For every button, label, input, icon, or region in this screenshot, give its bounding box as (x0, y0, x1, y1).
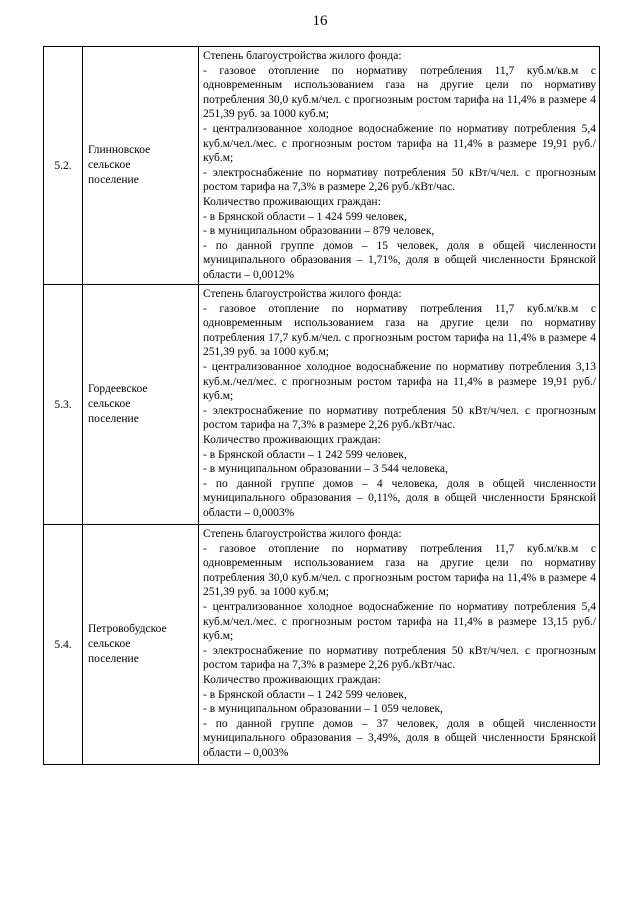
description-line: Степень благоустройства жилого фонда: (203, 288, 402, 300)
description-line: - электроснабжение по нормативу потребления 50 кВт/ч/чел. с прогнозным ростом тарифа на 7,3% в размере 2,26 руб./кВт/час. (203, 404, 596, 432)
settlement-description (199, 47, 600, 285)
table-row (44, 285, 600, 525)
settlement-name (83, 47, 199, 285)
description-line: - в муниципальном образовании – 879 человек, (203, 225, 435, 238)
page-number: 16 (312, 13, 328, 29)
description-line: - в муниципальном образовании – 1 059 человек, (203, 703, 443, 716)
description-line: - газовое отопление по нормативу потребления 11,7 куб.м/кв.м с одновременным использованием газа на другие цели по нормативу потребления 17,7 куб.м/чел. с прогнозным ростом тарифа на 11,4% в размере 4 251,39 руб. за 1000 куб.м; (203, 302, 596, 359)
settlement-name-line: Глинновское (88, 144, 151, 156)
row-number: 5.3. (44, 285, 83, 525)
description-line: Степень благоустройства жилого фонда: (203, 528, 402, 540)
description-line: - в Брянской области – 1 424 599 человек, (203, 210, 407, 223)
table-row (44, 47, 600, 285)
settlement-name-line: Петровобудское (88, 623, 167, 635)
settlement-name-line: поселение (88, 174, 139, 186)
description-line: - электроснабжение по нормативу потребления 50 кВт/ч/чел. с прогнозным ростом тарифа на 7,3% в размере 2,26 руб./кВт/час. (203, 166, 596, 194)
settlement-name-line: поселение (88, 413, 139, 425)
settlements-table (43, 46, 600, 765)
settlement-description (199, 525, 600, 765)
description-line: - централизованное холодное водоснабжение по нормативу потребления 5,4 куб.м/чел./мес. с прогнозным ростом тарифа на 11,4% в размере 13,15 руб./куб.м; (203, 600, 596, 643)
description-line: - по данной группе домов – 4 человека, доля в общей численности муниципального образования – 0,11%, доля в общей численности Брянской области – 0,0003% (203, 477, 596, 519)
description-line: - централизованное холодное водоснабжение по нормативу потребления 5,4 куб.м/чел./мес. с прогнозным ростом тарифа на 11,4% в размере 19,91 руб./куб.м; (203, 122, 596, 165)
description-line: - электроснабжение по нормативу потребления 50 кВт/ч/чел. с прогнозным ростом тарифа на 7,3% в размере 2,26 руб./кВт/час. (203, 644, 596, 672)
description-line: - по данной группе домов – 15 человек, доля в общей численности муниципального образования – 1,71%, доля в общей численности Брянской области – 0,0012% (203, 239, 596, 281)
row-number: 5.4. (44, 525, 83, 765)
row-number: 5.2. (44, 47, 83, 285)
settlement-name-line: Гордеевское (88, 383, 148, 395)
table-row (44, 525, 600, 765)
description-line: Степень благоустройства жилого фонда: (203, 50, 402, 62)
settlement-name (83, 285, 199, 525)
settlement-name (83, 525, 199, 765)
settlement-name-line: сельское (88, 638, 131, 650)
description-line: - в Брянской области – 1 242 599 человек, (203, 448, 407, 461)
settlement-name-line: поселение (88, 653, 139, 665)
description-line: - газовое отопление по нормативу потребления 11,7 куб.м/кв.м с одновременным использованием газа на другие цели по нормативу потребления 30,0 куб.м/чел. с прогнозным ростом тарифа на 11,4% в размере 4 251,39 руб. за 1000 куб.м; (203, 542, 596, 599)
settlement-description (199, 285, 600, 525)
description-line: - в муниципальном образовании – 3 544 человека, (203, 463, 448, 476)
settlement-name-line: сельское (88, 159, 131, 171)
description-line: Количество проживающих граждан: (203, 673, 381, 686)
settlement-name-line: сельское (88, 398, 131, 410)
description-line: - централизованное холодное водоснабжение по нормативу потребления 3,13 куб.м./чел/мес. с прогнозным ростом тарифа на 11,4% в размере 19,91 руб./куб.м; (203, 360, 596, 403)
description-line: - по данной группе домов – 37 человек, доля в общей численности муниципального образования – 3,49%, доля в общей численности Брянской области – 0,003% (203, 717, 596, 759)
description-line: Количество проживающих граждан: (203, 195, 381, 208)
description-line: - газовое отопление по нормативу потребления 11,7 куб.м/кв.м с одновременным использованием газа на другие цели по нормативу потребления 30,0 куб.м/чел. с прогнозным ростом тарифа на 11,4% в размере 4 251,39 руб. за 1000 куб.м; (203, 64, 596, 121)
description-line: - в Брянской области – 1 242 599 человек, (203, 688, 407, 701)
description-line: Количество проживающих граждан: (203, 433, 381, 446)
